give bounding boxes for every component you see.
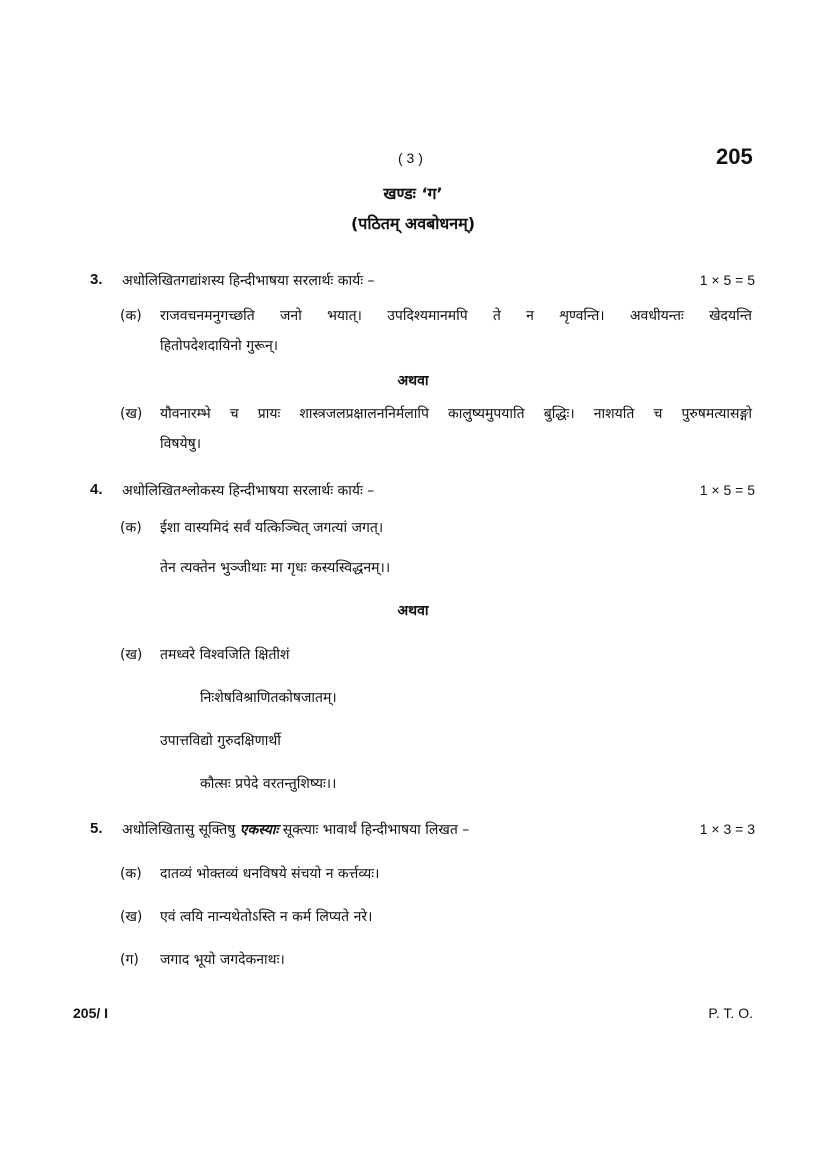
q5-prompt-post: सूक्त्याः भावार्थं हिन्दीभाषया लिखत – (278, 822, 470, 838)
footer-pto: P. T. O. (708, 1005, 753, 1021)
q4-option-b-label: (ख) (120, 647, 143, 663)
page-number: ( 3 ) (398, 150, 423, 166)
q4-marks: 1 × 5 = 5 (699, 482, 755, 498)
q4-option-b-line3: उपात्तविद्यो गुरुदक्षिणार्थी (160, 733, 281, 749)
q4-option-b-line1: तमध्वरे विश्वजिति क्षितीशं (160, 647, 290, 663)
q5-option-c-label: (ग) (120, 952, 139, 968)
q4-number: 4. (90, 481, 103, 498)
q4-option-b-line4: कौत्सः प्रपेदे वरतन्तुशिष्यः।। (200, 776, 337, 792)
q5-prompt (122, 820, 469, 839)
section-subtitle: (पठितम् अवबोधनम्) (350, 214, 476, 233)
q5-marks: 1 × 3 = 3 (699, 821, 755, 837)
q3-option-a-line2: हितोपदेशदायिनो गुरून्। (160, 338, 279, 354)
q3-option-b-label: (ख) (120, 406, 143, 422)
q5-option-a-text: दातव्यं भोक्तव्यं धनविषये संचयो न कर्त्तव्यः। (160, 866, 380, 882)
q4-option-a-line2: तेन त्यक्तेन भुञ्जीथाः मा गृधः कस्यस्विद्धनम्।। (160, 560, 391, 576)
q5-option-b-text: एवं त्वयि नान्यथेतोऽस्ति न कर्म लिप्यते नरे। (160, 909, 373, 925)
q3-or: अथवा (397, 373, 429, 389)
q3-prompt: अधोलिखितगद्यांशस्य हिन्दीभाषया सरलार्थः कार्यः – (122, 273, 375, 289)
paper-code: 205 (716, 144, 753, 169)
q3-option-a-label: (क) (120, 308, 142, 324)
footer-code: 205/ I (73, 1005, 109, 1021)
q4-option-b-line2: निःशेषविश्राणितकोषजातम्। (200, 690, 337, 706)
q3-marks: 1 × 5 = 5 (699, 272, 755, 288)
q5-option-c-text: जगाद भूयो जगदेकनाथः। (160, 952, 285, 968)
q5-prompt-pre: अधोलिखितासु सूक्तिषु (122, 822, 240, 838)
section-title: खण्डः ‘ग’ (383, 184, 443, 203)
q5-prompt-emphasis: एकस्याः (239, 822, 279, 838)
q5-option-b-label: (ख) (120, 909, 143, 925)
q4-option-a-label: (क) (120, 520, 142, 536)
q3-option-a-line1: राजवचनमनुगच्छति जनो भयात्। उपदिश्यमानमपि ते न शृण्वन्ति। अवधीयन्तः खेदयन्ति (160, 308, 752, 324)
q5-number: 5. (90, 820, 103, 837)
q3-option-b-line1: यौवनारम्भे च प्रायः शास्त्रजलप्रक्षालननिर्मलापि कालुष्यमुपयाति बुद्धिः। नाशयति च पुरुषमत्यासङ्गो (160, 406, 752, 422)
q4-prompt: अधोलिखितश्लोकस्य हिन्दीभाषया सरलार्थः कार्यः – (122, 483, 375, 499)
q3-option-b-line2: विषयेषु। (160, 436, 202, 452)
q4-option-a-line1: ईशा वास्यमिदं सर्वं यत्किञ्चित् जगत्यां जगत्। (160, 520, 384, 536)
q4-or: अथवा (397, 603, 429, 619)
q5-option-a-label: (क) (120, 866, 142, 882)
q3-number: 3. (90, 271, 103, 288)
